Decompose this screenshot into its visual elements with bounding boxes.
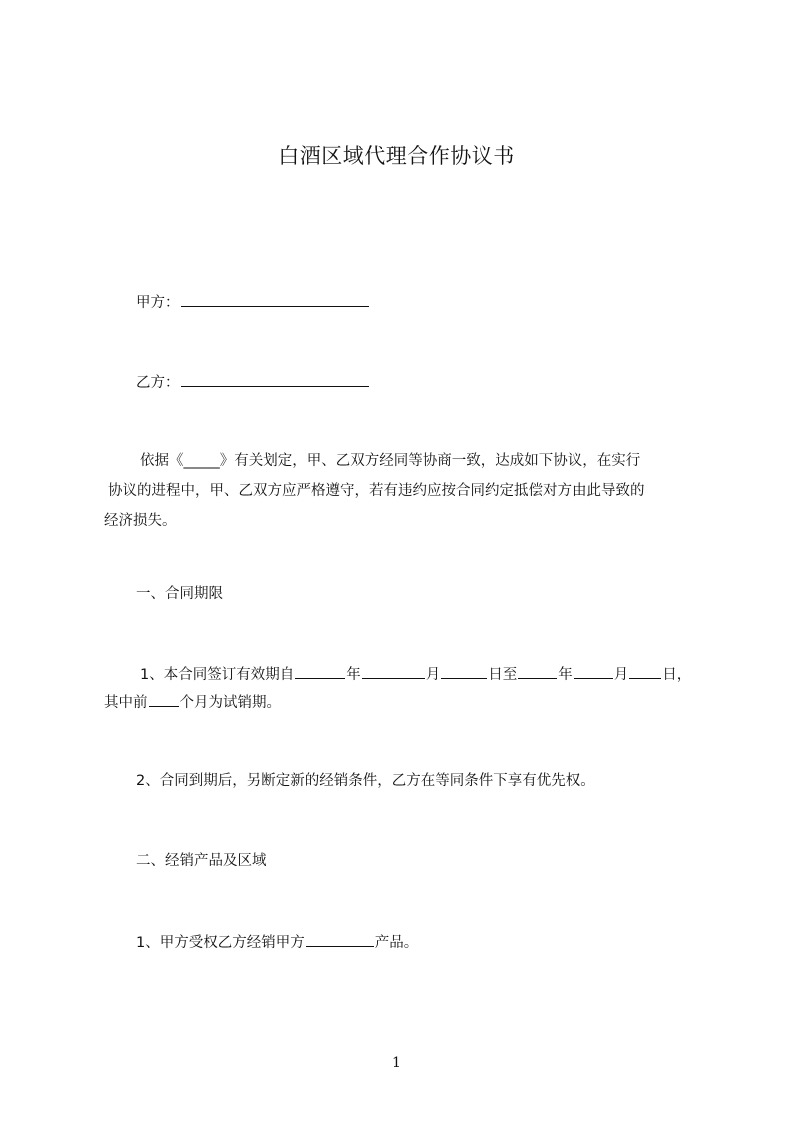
end-year-blank	[518, 662, 557, 679]
end-day-blank	[629, 662, 661, 679]
page-number: 1	[392, 1055, 401, 1071]
party-a-blank	[181, 290, 369, 307]
party-a-line	[136, 290, 370, 314]
intro-line-2: 协议的进程中，甲、乙双方应严格遵守，若有违约应按合同约定抵偿对方由此导致的	[108, 483, 645, 499]
trial-months-blank	[149, 690, 179, 707]
clause-1-line-1	[140, 662, 691, 686]
start-year-blank	[295, 662, 345, 679]
clause-1-line2-prefix: 其中前	[104, 695, 148, 711]
clause-3	[136, 930, 418, 954]
intro-line-3: 经济损失。	[104, 513, 177, 529]
section-heading-products: 二、经销产品及区域	[136, 853, 267, 869]
intro-text-a: 依据《	[140, 453, 184, 469]
start-day-blank	[441, 662, 487, 679]
start-month-blank	[362, 662, 425, 679]
party-a-label: 甲方：	[136, 295, 180, 311]
clause-1-line-2	[104, 690, 281, 714]
clause-3-prefix: 1、甲方受权乙方经销甲方	[136, 935, 305, 951]
start-month-label: 月	[425, 667, 441, 683]
start-year-label: 年	[346, 667, 361, 683]
end-day-label: 日，	[662, 667, 692, 683]
start-day-label: 日至	[488, 667, 518, 683]
end-year-label: 年	[558, 667, 573, 683]
party-b-line	[136, 370, 370, 394]
clause-1-line2-suffix: 个月为试销期。	[179, 695, 281, 711]
intro-text-b: 》有关划定，甲、乙双方经同等协商一致，达成如下协议，在实行	[219, 453, 641, 469]
party-b-label: 乙方：	[136, 375, 180, 391]
product-blank	[306, 930, 374, 947]
intro-blank: _____	[183, 453, 220, 469]
clause-3-suffix: 产品。	[374, 935, 419, 951]
end-month-blank	[574, 662, 613, 679]
clause-2: 2、合同到期后，另断定新的经销条件，乙方在等同条件下享有优先权。	[136, 773, 595, 789]
party-b-blank	[181, 370, 369, 387]
document-title: 白酒区域代理合作协议书	[278, 144, 515, 168]
end-month-label: 月	[613, 667, 629, 683]
clause-1-prefix: 1、本合同签订有效期自	[140, 667, 295, 683]
section-heading-term: 一、合同期限	[136, 586, 223, 602]
intro-line-1	[140, 450, 640, 472]
